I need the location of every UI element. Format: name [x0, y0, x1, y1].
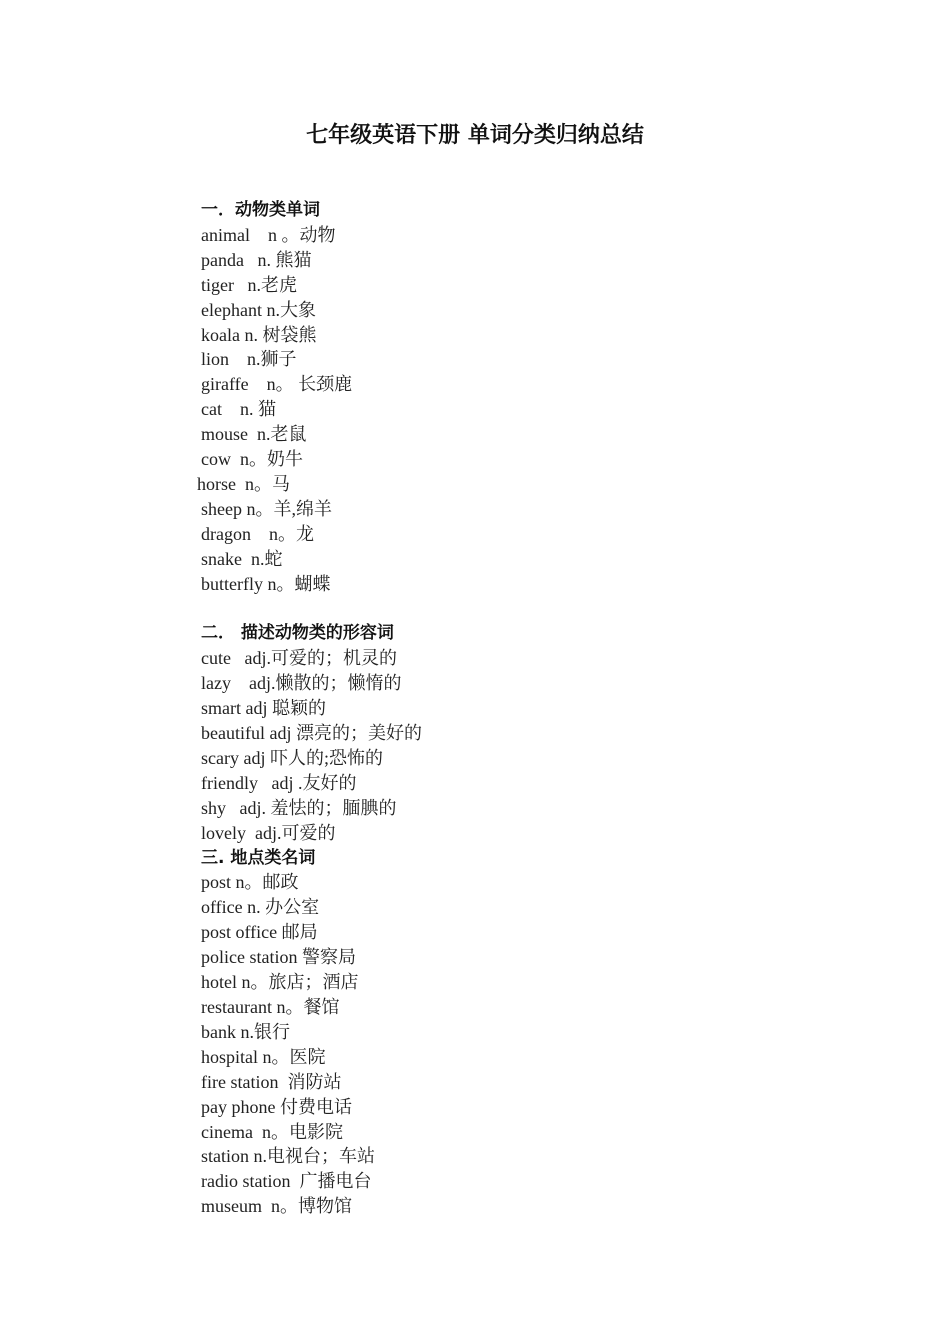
vocab-entry: tiger n.老虎	[201, 274, 297, 295]
vocab-entry: cat n. 猫	[201, 399, 276, 420]
vocab-entry: office n. 办公室	[201, 897, 320, 918]
vocab-entry: butterfly n。蝴蝶	[201, 573, 331, 594]
section-heading-adjectives: 二． 描述动物类的形容词	[201, 623, 394, 644]
vocab-entry: cow n。奶牛	[201, 449, 303, 470]
vocab-entry: hotel n。旅店；酒店	[201, 972, 359, 993]
vocab-entry: radio station 广播电台	[201, 1171, 372, 1192]
vocab-entry: koala n. 树袋熊	[201, 324, 317, 345]
vocab-entry: scary adj 吓人的;恐怖的	[201, 747, 383, 768]
vocab-entry: shy adj. 羞怯的；腼腆的	[201, 797, 397, 818]
animal-word-list	[197, 223, 422, 597]
vocab-entry: snake n.蛇	[201, 548, 283, 569]
vocab-entry: lovely adj.可爱的	[201, 822, 336, 843]
vocab-entry: animal n 。动物	[201, 224, 336, 245]
vocab-entry: cinema n。电影院	[201, 1121, 343, 1142]
blank-line	[201, 597, 422, 622]
document-body	[197, 198, 422, 1219]
vocab-entry: post office 邮局	[201, 922, 318, 943]
vocab-entry: lion n.狮子	[201, 349, 297, 370]
vocab-entry: hospital n。医院	[201, 1046, 326, 1067]
vocab-entry: museum n。博物馆	[201, 1196, 352, 1217]
section-heading-places: 三. 地点类名词	[201, 847, 316, 868]
vocab-entry: pay phone 付费电话	[201, 1096, 352, 1117]
vocab-entry: police station 警察局	[201, 947, 356, 968]
vocab-entry: friendly adj .友好的	[201, 772, 357, 793]
document-title: 七年级英语下册 单词分类归纳总结	[306, 123, 644, 148]
vocab-entry: dragon n。龙	[201, 523, 314, 544]
vocab-entry: post n。邮政	[201, 872, 299, 893]
vocab-entry: restaurant n。餐馆	[201, 996, 340, 1017]
vocab-entry: horse n。马	[197, 473, 290, 494]
vocab-entry: cute adj.可爱的；机灵的	[201, 648, 397, 669]
vocab-entry: elephant n.大象	[201, 299, 316, 320]
adjective-word-list	[201, 646, 422, 845]
vocab-entry: giraffe n。 长颈鹿	[201, 374, 353, 395]
vocab-entry: sheep n。羊,绵羊	[201, 498, 332, 519]
vocab-entry: beautiful adj 漂亮的；美好的	[201, 723, 422, 744]
vocab-entry: mouse n.老鼠	[201, 424, 307, 445]
vocab-entry: station n.电视台；车站	[201, 1146, 375, 1167]
vocab-entry: lazy adj.懒散的；懒惰的	[201, 673, 402, 694]
vocab-entry: panda n. 熊猫	[201, 249, 312, 270]
vocab-entry: fire station 消防站	[201, 1071, 342, 1092]
vocab-entry: smart adj 聪颖的	[201, 698, 326, 719]
place-word-list	[201, 870, 422, 1219]
section-heading-animals: 一．动物类单词	[201, 200, 320, 220]
vocab-entry: bank n.银行	[201, 1021, 290, 1042]
